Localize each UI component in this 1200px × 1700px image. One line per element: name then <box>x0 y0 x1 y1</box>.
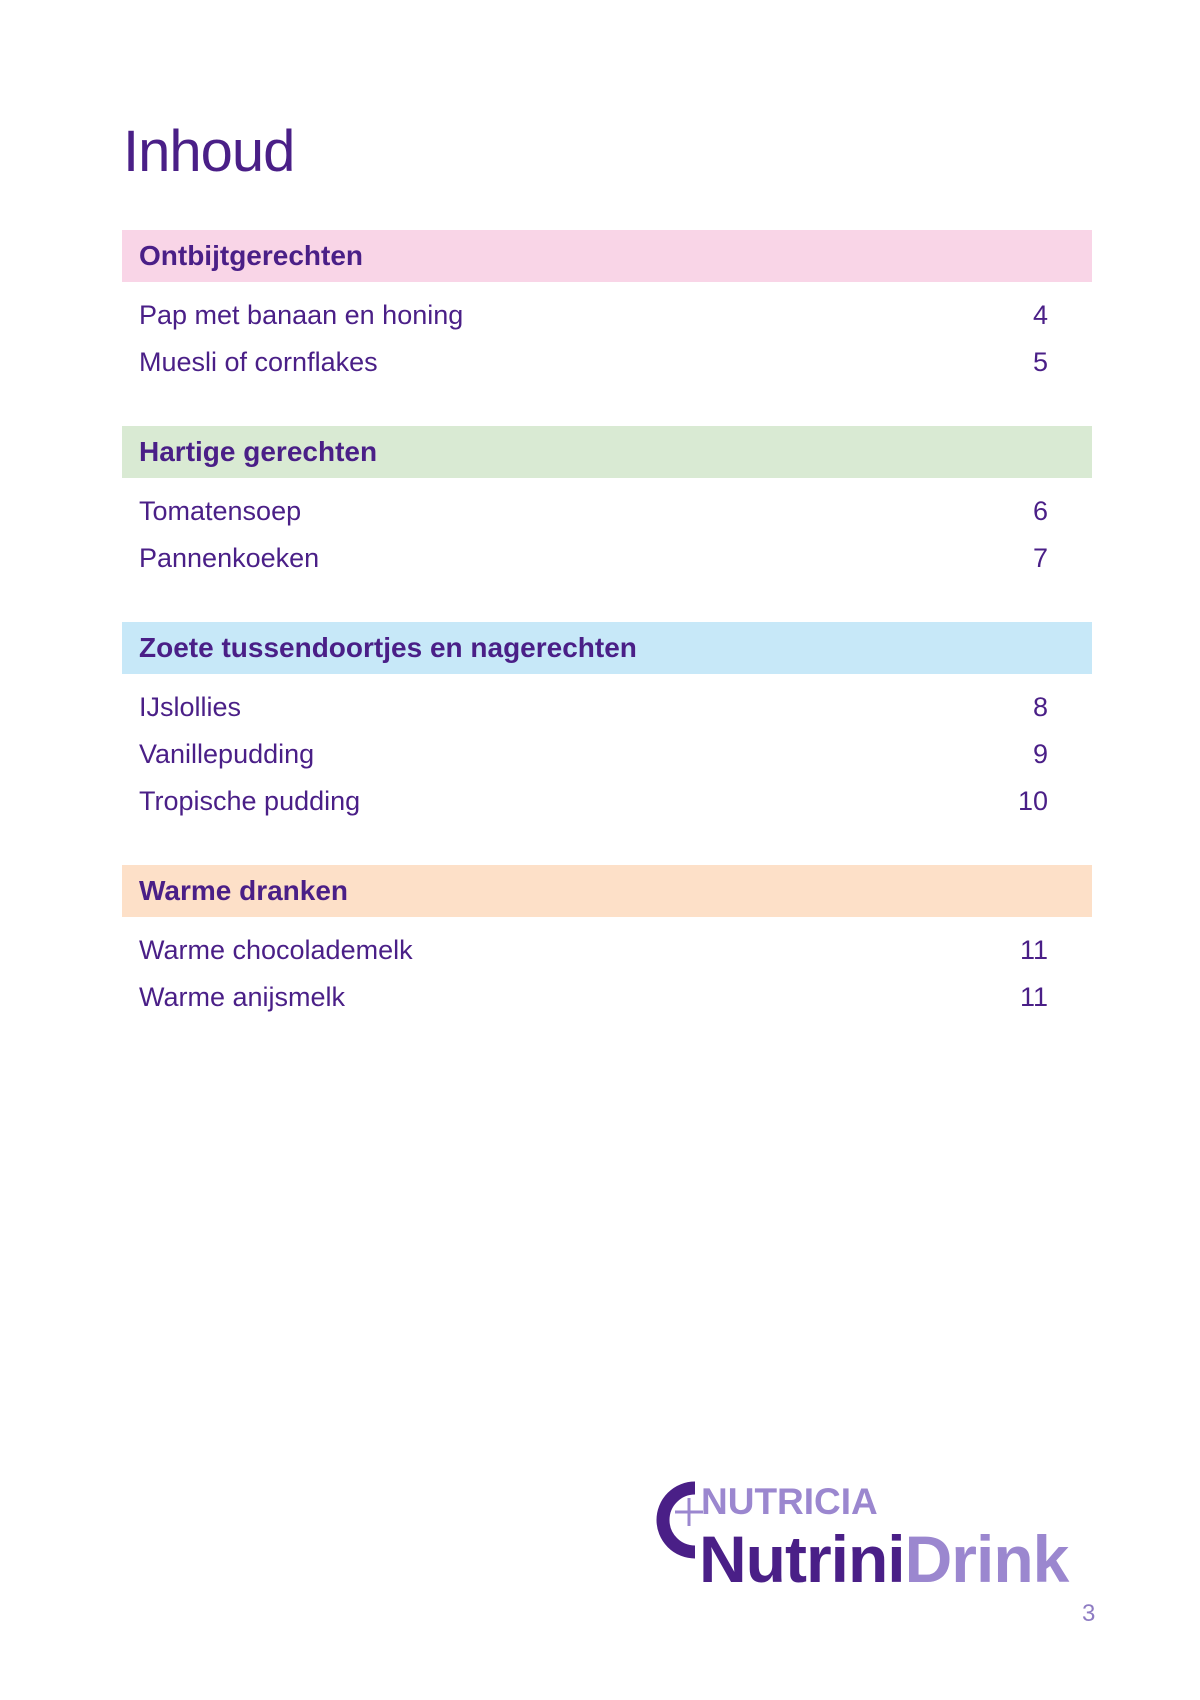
section-header: Warme dranken <box>122 865 1092 917</box>
toc-entry-label: Vanillepudding <box>139 739 315 769</box>
toc-entry-page: 7 <box>1032 543 1048 573</box>
logo-product-part1: Nutrini <box>699 1522 905 1590</box>
page-number: 3 <box>1082 1600 1096 1627</box>
page-title: Inhoud <box>123 119 295 184</box>
toc-entry-page: 9 <box>1032 739 1048 769</box>
toc-entry-label: Warme anijsmelk <box>139 982 346 1012</box>
toc-entry-label: IJslollies <box>139 692 242 722</box>
nutricia-emblem-icon <box>663 1488 703 1552</box>
toc-section <box>122 230 1092 386</box>
toc-entry[interactable] <box>122 292 1092 339</box>
toc-entry-label: Pap met banaan en honing <box>139 300 464 330</box>
toc-entry[interactable] <box>122 535 1092 582</box>
toc-entry-page: 11 <box>1019 935 1048 965</box>
logo-product-part2: Drink <box>904 1522 1069 1590</box>
toc-entry[interactable] <box>122 339 1092 386</box>
svg-text:NutriniDrink <box>699 1522 1070 1590</box>
toc-entry[interactable] <box>122 974 1092 1021</box>
toc-section <box>122 622 1092 825</box>
section-entries <box>122 674 1092 825</box>
toc-entry-page: 8 <box>1032 692 1048 722</box>
nutricia-nutrinidrink-logo <box>655 1480 1095 1590</box>
toc-entry-label: Warme chocolademelk <box>139 935 413 965</box>
toc-entry[interactable] <box>122 731 1092 778</box>
toc-entry-page: 6 <box>1032 496 1048 526</box>
toc-entry-page: 11 <box>1019 982 1048 1012</box>
section-entries <box>122 282 1092 386</box>
toc-entry-label: Tomatensoep <box>139 496 302 526</box>
toc-entry[interactable] <box>122 927 1092 974</box>
toc-entry[interactable] <box>122 488 1092 535</box>
toc-entry-page: 10 <box>1017 786 1048 816</box>
toc-entry-label: Tropische pudding <box>139 786 361 816</box>
section-header: Hartige gerechten <box>122 426 1092 478</box>
toc-section <box>122 426 1092 582</box>
section-entries <box>122 917 1092 1021</box>
table-of-contents <box>122 230 1092 1061</box>
toc-entry-page: 5 <box>1032 347 1048 377</box>
section-entries <box>122 478 1092 582</box>
section-header: Zoete tussendoortjes en nagerechten <box>122 622 1092 674</box>
toc-entry-page: 4 <box>1032 300 1048 330</box>
section-header: Ontbijtgerechten <box>122 230 1092 282</box>
toc-entry[interactable] <box>122 778 1092 825</box>
toc-entry[interactable] <box>122 684 1092 731</box>
toc-entry-label: Pannenkoeken <box>139 543 320 573</box>
logo-brand-text: NUTRICIA <box>701 1481 878 1522</box>
toc-entry-label: Muesli of cornflakes <box>139 347 378 377</box>
toc-section <box>122 865 1092 1021</box>
